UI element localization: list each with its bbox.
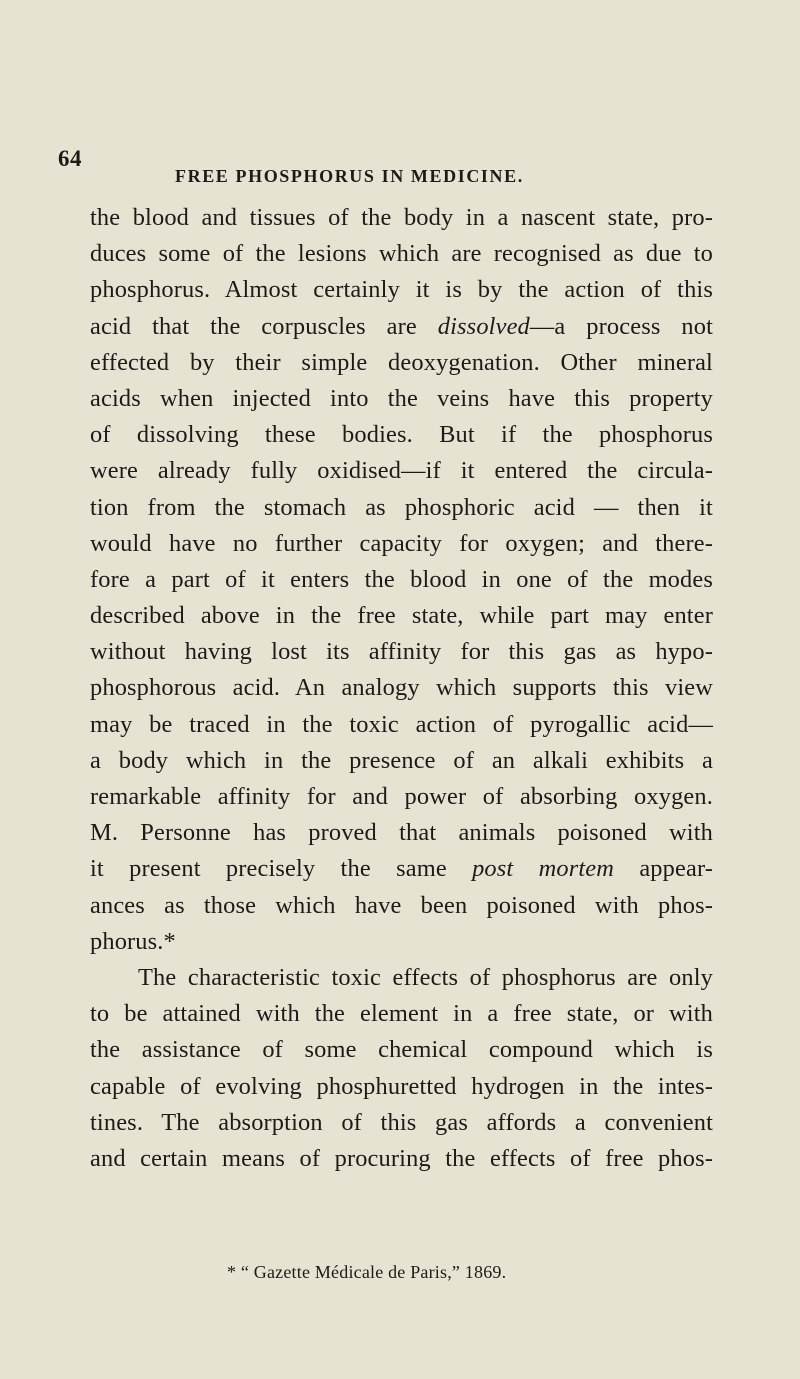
text-line: the blood and tissues of the body in a nascent state, pro- [90,204,713,231]
text-line: The characteristic toxic effects of phosphorus are only [138,963,713,991]
text-line: and certain means of procuring the effects of free phos- [90,1144,713,1172]
text-run: —a process not [529,312,713,340]
text-line: described above in the free state, while part may enter [90,602,713,630]
text-line: fore a part of it enters the blood in one of the modes [90,565,713,593]
text-line: phosphorus. Almost certainly it is by the action of this [90,276,713,304]
text-line: phorus.* [90,927,176,955]
text-line: the assistance of some chemical compound which is [90,1036,713,1064]
text-line: phosphorous acid. An analogy which supports this view [90,674,713,702]
italic-phrase: dissolved [437,312,530,340]
text-line: effected by their simple deoxygenation. Other mineral [90,348,713,376]
text-line: duces some of the lesions which are recognised as due to [90,240,713,268]
running-head: FREE PHOSPHORUS IN MEDICINE. [175,166,524,186]
text-line: of dissolving these bodies. But if the phosphorus [90,421,713,449]
text-line: were already fully oxidised—if it entered the circula- [90,457,713,485]
text-line [90,309,713,345]
text-line: acids when injected into the veins have this property [90,384,713,412]
body-text [90,200,713,1177]
text-line: remarkable affinity for and power of absorbing oxygen. [90,783,713,810]
text-line: ances as those which have been poisoned with phos- [90,891,713,919]
text-line: M. Personne has proved that animals poisoned with [90,819,713,847]
text-line: a body which in the presence of an alkali exhibits a [90,746,713,774]
text-line [90,851,713,887]
page-number: 64 [58,146,82,171]
text-line: without having lost its affinity for this gas as hypo- [90,638,713,666]
text-line: capable of evolving phosphuretted hydrogen in the intes- [90,1072,713,1100]
text-run: appear- [614,855,713,883]
footnote: * “ Gazette Médicale de Paris,” 1869. [227,1262,507,1282]
text-line: tines. The absorption of this gas affords a convenient [90,1108,713,1136]
text-run: acid that the corpuscles are [90,312,438,340]
italic-phrase: post mortem [472,855,615,883]
text-run: it present precisely the same [90,855,473,883]
text-line: may be traced in the toxic action of pyrogallic acid— [90,710,713,738]
text-line: to be attained with the element in a free state, or with [90,1000,713,1028]
text-line: tion from the stomach as phosphoric acid — then it [90,493,713,521]
text-line: would have no further capacity for oxygen; and there- [90,529,713,557]
